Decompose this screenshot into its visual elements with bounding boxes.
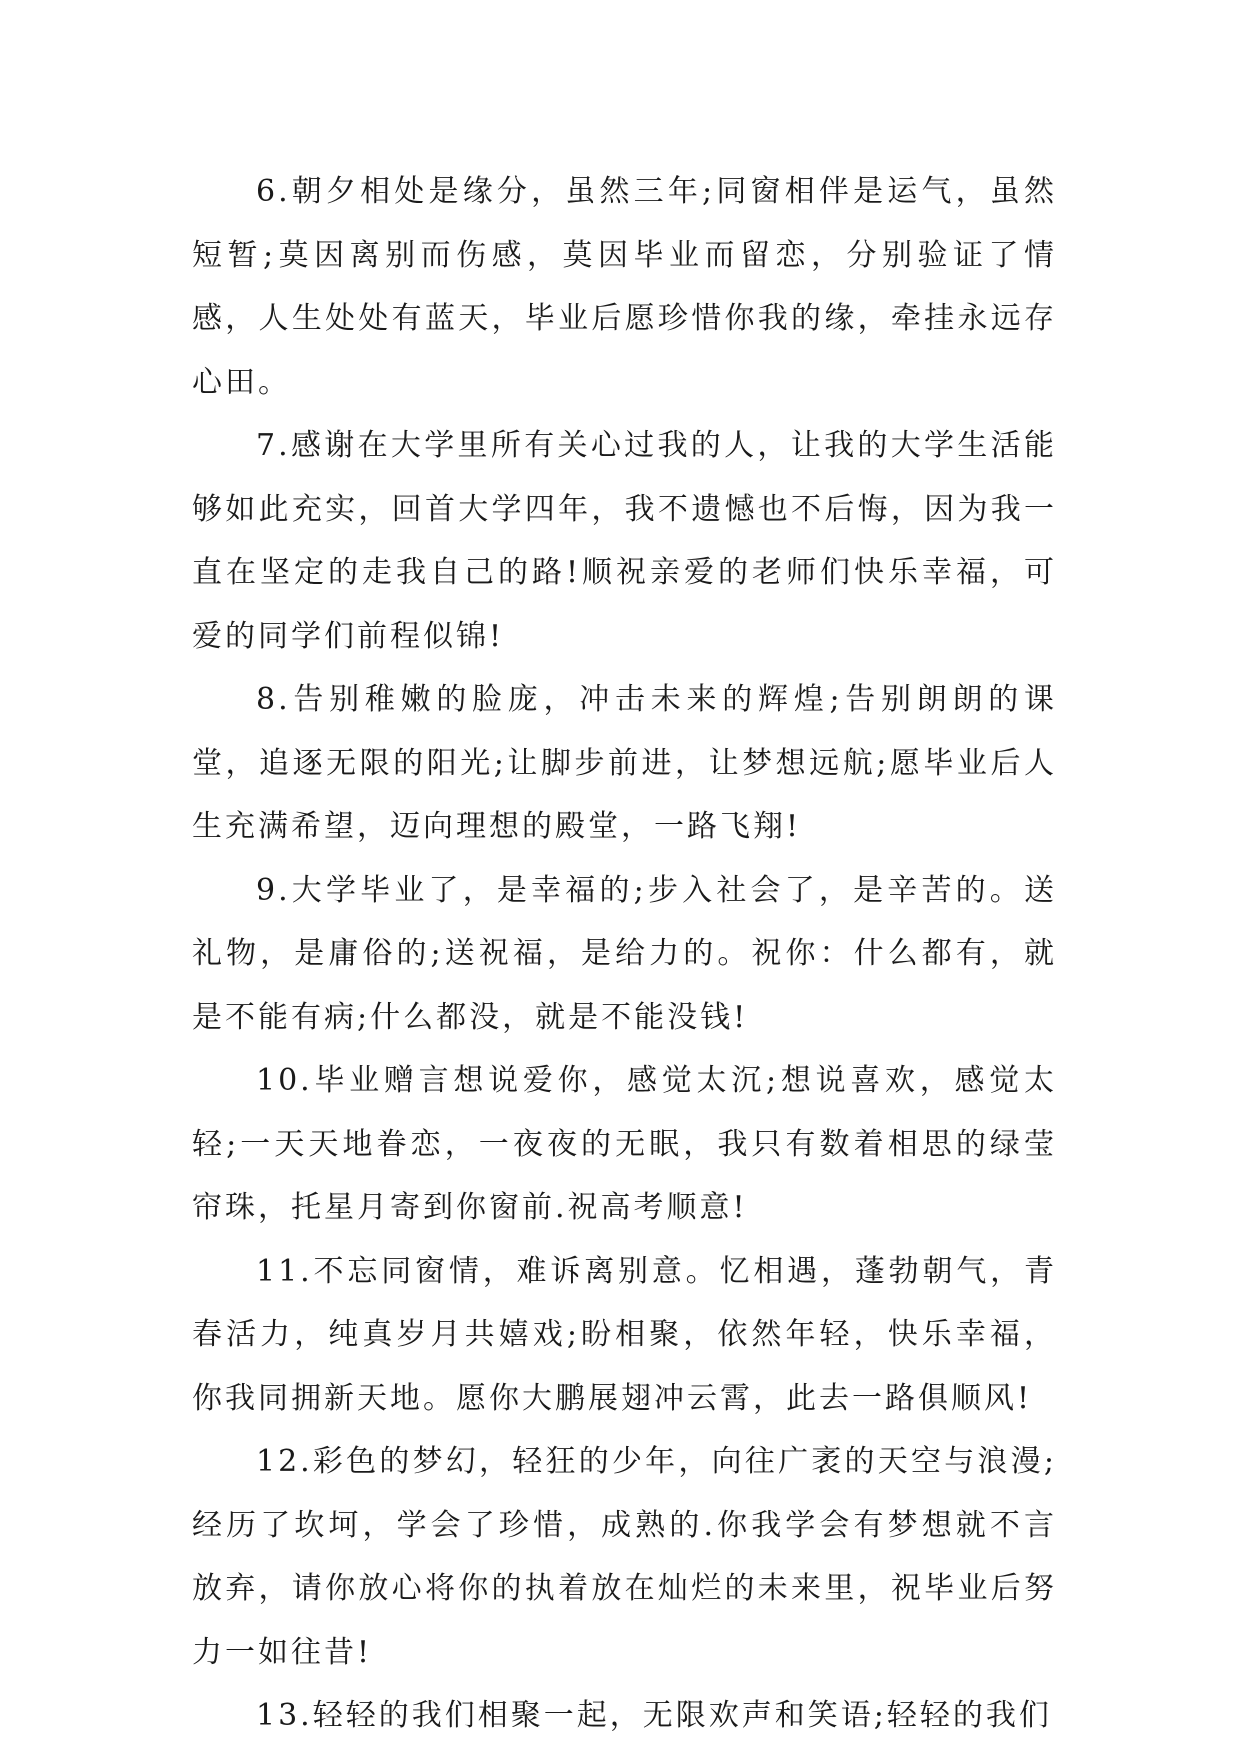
paragraph-12: 12.彩色的梦幻，轻狂的少年，向往广袤的天空与浪漫;经历了坎坷，学会了珍惜，成熟的.你我学会有梦想就不言放弃，请你放心将你的执着放在灿烂的未来里，祝毕业后努力一如往昔! <box>192 1444 1057 1670</box>
paragraph-8: 8.告别稚嫩的脸庞，冲击未来的辉煌;告别朗朗的课堂，追逐无限的阳光;让脚步前进，让梦想远航;愿毕业后人生充满希望，迈向理想的殿堂，一路飞翔! <box>192 682 1057 844</box>
paragraph-13: 13.轻轻的我们相聚一起，无限欢声和笑语;轻轻的我们 <box>256 1698 1052 1733</box>
paragraph-9: 9.大学毕业了，是幸福的;步入社会了，是辛苦的。送礼物，是庸俗的;送祝福，是给力的。祝你：什么都有，就是不能有病;什么都没，就是不能没钱! <box>192 872 1057 1035</box>
document-body <box>192 160 1057 1748</box>
paragraph-10: 10.毕业赠言想说爱你，感觉太沉;想说喜欢，感觉太轻;一天天地眷恋，一夜夜的无眠，我只有数着相思的绿莹帘珠，托星月寄到你窗前.祝高考顺意! <box>192 1063 1057 1225</box>
paragraph-7: 7.感谢在大学里所有关心过我的人，让我的大学生活能够如此充实，回首大学四年，我不遗憾也不后悔，因为我一直在坚定的走我自己的路!顺祝亲爱的老师们快乐幸福，可爱的同学们前程似锦! <box>192 428 1057 654</box>
paragraph-6: 6.朝夕相处是缘分，虽然三年;同窗相伴是运气，虽然短暂;莫因离别而伤感，莫因毕业而留恋，分别验证了情感，人生处处有蓝天，毕业后愿珍惜你我的缘，牵挂永远存心田。 <box>192 174 1057 400</box>
paragraph-11: 11.不忘同窗情，难诉离别意。忆相遇，蓬勃朝气，青春活力，纯真岁月共嬉戏;盼相聚，依然年轻，快乐幸福，你我同拥新天地。愿你大鹏展翅冲云霄，此去一路俱顺风! <box>192 1253 1057 1416</box>
